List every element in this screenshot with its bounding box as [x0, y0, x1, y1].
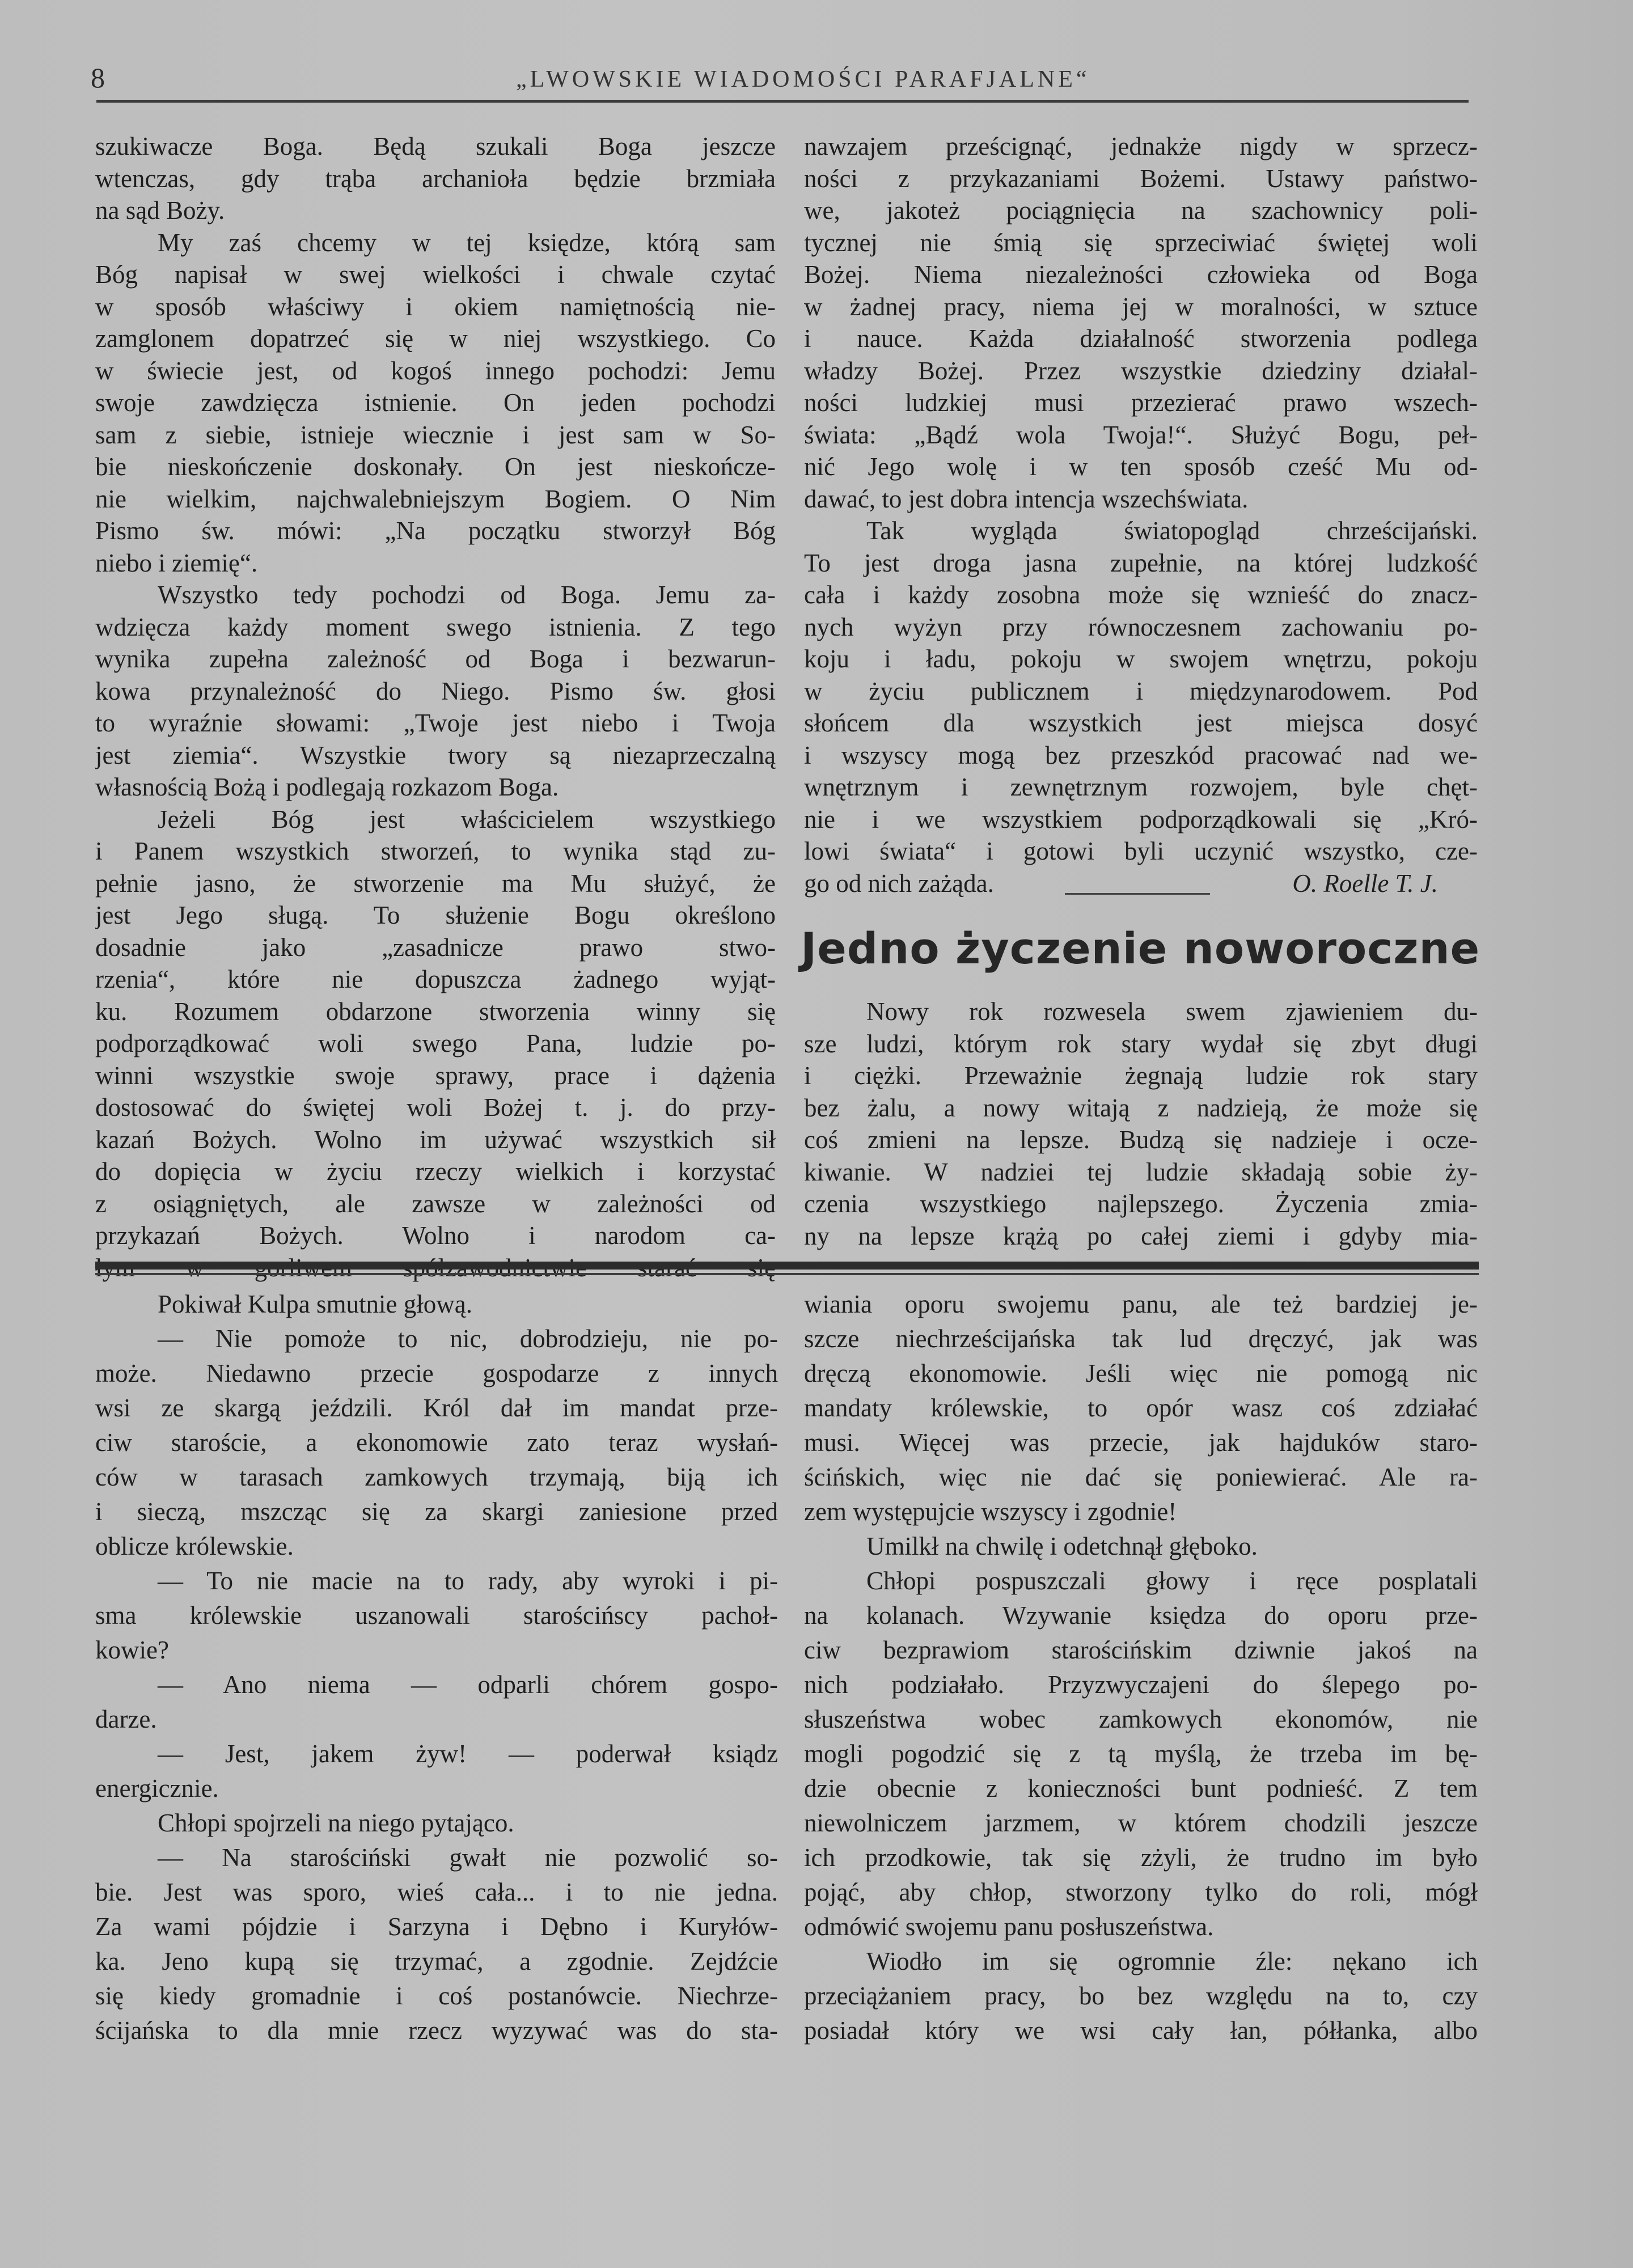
text-line: w świecie jest, od kogoś innego pochodzi: Jemu	[95, 356, 776, 385]
text-line: przeciążaniem pracy, bo bez względu na to, czy	[804, 1982, 1478, 2010]
text-line: zem występujcie wszyscy i zgodnie!	[804, 1497, 1177, 1526]
text-line: czenia wszystkiego najlepszego. Życzenia zmia-	[804, 1190, 1478, 1218]
article-separator-rule	[1065, 893, 1210, 895]
text-line: bie. Jest was sporo, wieś cała... i to nie jedna.	[95, 1878, 778, 1906]
text-line: nie i we wszystkiem podporządkowali się „Kró-	[804, 805, 1478, 833]
text-line: i ciężki. Przeważnie żegnają ludzie rok stary	[804, 1061, 1478, 1090]
text-line: i sieczą, mszcząc się za skargi zaniesione przed	[95, 1497, 778, 1526]
text-line: oblicze królewskie.	[95, 1532, 294, 1560]
article1-left-column	[95, 130, 776, 1284]
text-line: Chłopi pospuszczali głowy i ręce posplatali	[866, 1567, 1478, 1595]
text-line: władzy Bożej. Przez wszystkie dziedziny działal-	[804, 356, 1478, 385]
text-line: dawać, to jest dobra intencja wszechświata.	[804, 484, 1249, 513]
text-line: My zaś chcemy w tej księdze, którą sam	[158, 228, 776, 257]
text-line: wiania oporu swojemu panu, ale też bardziej je-	[804, 1290, 1478, 1318]
text-line: winni wszystkie swoje sprawy, prace i dążenia	[95, 1061, 776, 1090]
text-line: nie wielkim, najchwalebniejszym Bogiem. O Nim	[95, 484, 776, 513]
text-line: nych wyżyn przy równoczesnem zachowaniu po-	[804, 612, 1478, 641]
text-line: cała i każdy zosobna może się wznieść do znacz-	[804, 581, 1478, 609]
text-line: i Panem wszystkich stworzeń, to wynika stąd zu-	[95, 837, 776, 865]
text-line: jest Jego sługą. To służenie Bogu określono	[95, 901, 776, 929]
text-line: słońcem dla wszystkich jest miejsca dosyć	[804, 709, 1478, 737]
text-line: dosadnie jako „zasadnicze prawo stwo-	[95, 933, 776, 962]
serial-left-column	[95, 1287, 778, 2048]
text-line: własnością Bożą i podlegają rozkazom Boga.	[95, 773, 559, 801]
text-line: ciw bezprawiom starościńskim dziwnie jakoś na	[804, 1636, 1478, 1664]
text-line: Wszystko tedy pochodzi od Boga. Jemu za-	[158, 581, 776, 609]
text-line: wynika zupełna zależność od Boga i bezwarun-	[95, 645, 776, 673]
serial-right-column	[804, 1287, 1478, 2048]
text-line: może. Niedawno przecie gospodarze z innych	[95, 1359, 778, 1387]
text-line: coś zmieni na lepsze. Budzą się nadzieje i ocze-	[804, 1125, 1478, 1154]
text-line: do dopięcia w życiu rzeczy wielkich i korzystać	[95, 1157, 776, 1186]
text-line: szukiwacze Boga. Będą szukali Boga jeszcze	[95, 132, 776, 160]
text-line: — Na starościński gwałt nie pozwolić so-	[158, 1843, 778, 1872]
text-line: bie nieskończenie doskonały. On jest nieskończe-	[95, 452, 776, 481]
header-rule	[96, 100, 1469, 103]
text-line: ności z przykazaniami Bożemi. Ustawy państwo-	[804, 164, 1478, 193]
text-line: Bóg napisał w swej wielkości i chwale czytać	[95, 260, 776, 289]
text-line: sma królewskie uszanowali starościńscy pachoł-	[95, 1601, 778, 1630]
text-line: pełnie jasno, że stworzenie ma Mu służyć, że	[95, 869, 776, 898]
text-line: go od nich zażąda. O. Roelle T. J.	[804, 868, 1478, 900]
text-line: nich podziałało. Przyzwyczajeni do ślepego po-	[804, 1670, 1478, 1699]
text-line: w żadnej pracy, niema jej w moralności, w sztuce	[804, 292, 1478, 321]
text-line: mandaty królewskie, to opór wasz coś zdziałać	[804, 1394, 1478, 1422]
text-line: Bożej. Niema niezależności człowieka od Boga	[804, 260, 1478, 289]
text-line: Tak wygląda światopogląd chrześcijański.	[866, 517, 1478, 545]
text-line: nić Jego wolę i w ten sposób cześć Mu od-	[804, 452, 1478, 481]
text-line: z osiągniętych, ale zawsze w zależności od	[95, 1189, 776, 1218]
text-line: ności ludzkiej musi przezierać prawo wszech-	[804, 388, 1478, 417]
text-line: dręczą ekonomowie. Jeśli więc nie pomogą nic	[804, 1359, 1478, 1387]
text-line: Umilkł na chwilę i odetchnął głęboko.	[866, 1532, 1258, 1560]
page-header	[91, 57, 1474, 102]
text-line: kazań Bożych. Wolno im używać wszystkich sił	[95, 1125, 776, 1154]
text-line: ciw staroście, a ekonomowie zato teraz wysłań-	[95, 1428, 778, 1457]
article2-body	[804, 996, 1478, 1252]
text-line: sam z siebie, istnieje wiecznie i jest sam w So-	[95, 420, 776, 449]
text-line: ców w tarasach zamkowych trzymają, biją ich	[95, 1463, 778, 1491]
text-line: mogli pogodzić się z tą myślą, że trzeba im bę-	[804, 1740, 1478, 1768]
text-line: tycznej nie śmią się sprzeciwiać świętej woli	[804, 228, 1478, 257]
text-line: musi. Więcej was przecie, jak hajduków staro-	[804, 1428, 1478, 1457]
text-line: jest ziemia“. Wszystkie twory są niezaprzeczalną	[95, 741, 776, 769]
text-line: To jest droga jasna zupełnie, na której ludzkość	[804, 548, 1478, 577]
section-divider-thick	[95, 1262, 1479, 1270]
text-line: we, jakoteż pociągnięcia na szachownicy poli-	[804, 196, 1478, 225]
author-signature: O. Roelle T. J.	[1292, 869, 1438, 898]
text-line: na kolanach. Wzywanie księdza do oporu prze-	[804, 1601, 1478, 1630]
text-line: słuszeństwa wobec zamkowych ekonomów, nie	[804, 1705, 1478, 1733]
text-line: nawzajem prześcignąć, jednakże nigdy w sprzecz-	[804, 132, 1478, 160]
text-line: dostosować do świętej woli Bożej t. j. do przy-	[95, 1093, 776, 1122]
text-line: wdzięcza każdy moment swego istnienia. Z tego	[95, 612, 776, 641]
text-line: koju i ładu, pokoju w swojem wnętrzu, pokoju	[804, 645, 1478, 673]
text-line: ich przodkowie, tak się zżyli, że trudno im było	[804, 1843, 1478, 1872]
text-line: — To nie macie na to rady, aby wyroki i pi-	[158, 1567, 778, 1595]
text-line: Nowy rok rozwesela swem zjawieniem du-	[866, 997, 1478, 1026]
text-line: Wiodło im się ogromnie źle: nękano ich	[866, 1947, 1478, 1975]
text-line: lowi świata“ i gotowi byli uczynić wszystko, cze-	[804, 837, 1478, 865]
text-line: — Jest, jakem żyw! — poderwał ksiądz	[158, 1740, 778, 1768]
text-line: pojąć, aby chłop, stworzony tylko do roli, mógł	[804, 1878, 1478, 1906]
text-line: ścińskich, więc nie dać się poniewierać. Ale ra-	[804, 1463, 1478, 1491]
text-line: wtenczas, gdy trąba archanioła będzie brzmiała	[95, 164, 776, 193]
text-line: kowie?	[95, 1636, 169, 1664]
text-line: Pismo św. mówi: „Na początku stworzył Bóg	[95, 517, 776, 545]
text-line: ku. Rozumem obdarzone stworzenia winny się	[95, 997, 776, 1026]
text-line: sze ludzi, którym rok stary wydał się zbyt długi	[804, 1029, 1478, 1058]
text-line: wsi ze skargą jeździli. Król dał im mandat prze-	[95, 1394, 778, 1422]
text-line: rzenia“, które nie dopuszcza żadnego wyjąt-	[95, 965, 776, 993]
section-divider-thin	[95, 1273, 1479, 1275]
text-line: wnętrznym i zewnętrznym rozwojem, byle chęt-	[804, 773, 1478, 801]
text-line: Chłopi spojrzeli na niego pytająco.	[158, 1809, 514, 1837]
article2-title: Jedno życzenie noworoczne	[801, 923, 1480, 974]
text-line: kowa przynależność do Niego. Pismo św. głosi	[95, 676, 776, 705]
text-line: w życiu publicznem i międzynarodowem. Pod	[804, 676, 1478, 705]
article1-right-column	[804, 130, 1478, 899]
text-line: w sposób właściwy i okiem namiętnością nie-	[95, 292, 776, 321]
text-line: Pokiwał Kulpa smutnie głową.	[158, 1290, 472, 1318]
text-line: niewolniczem jarzmem, w którem chodzili jeszcze	[804, 1809, 1478, 1837]
text-line: przykazań Bożych. Wolno i narodom ca-	[95, 1221, 776, 1250]
text-line: darze.	[95, 1705, 157, 1733]
text-line: i nauce. Każda działalność stworzenia podlega	[804, 324, 1478, 353]
text-line: ny na lepsze krążą po całej ziemi i gdyby mia-	[804, 1221, 1478, 1250]
text-line: odmówić swojemu panu posłuszeństwa.	[804, 1912, 1214, 1941]
text-line: bez żalu, a nowy witają z nadzieją, że może się	[804, 1093, 1478, 1122]
text-line: Jeżeli Bóg jest właścicielem wszystkiego	[158, 805, 776, 833]
text-line: to wyraźnie słowami: „Twoje jest niebo i Twoja	[95, 709, 776, 737]
text-line: energicznie.	[95, 1774, 219, 1802]
text-line: na sąd Boży.	[95, 196, 225, 225]
text-line: ścijańska to dla mnie rzecz wyzywać was do sta-	[95, 2016, 778, 2045]
text-line: ka. Jeno kupą się trzymać, a zgodnie. Zejdźcie	[95, 1947, 778, 1975]
text-line: świata: „Bądź wola Twoja!“. Służyć Bogu, peł-	[804, 420, 1478, 449]
page-number: 8	[91, 62, 105, 94]
text-line: posiadał który we wsi cały łan, półłanka, albo	[804, 2016, 1478, 2045]
text-line: się kiedy gromadnie i coś postanówcie. Niechrze-	[95, 1982, 778, 2010]
text-line: dzie obecnie z konieczności bunt podnieść. Z tem	[804, 1774, 1478, 1802]
text-line: niebo i ziemię“.	[95, 548, 258, 577]
text-line: — Ano niema — odparli chórem gospo-	[158, 1670, 778, 1699]
text-line: kiwanie. W nadziei tej ludzie składają sobie ży-	[804, 1157, 1478, 1186]
text-line: zamglonem dopatrzeć się w niej wszystkiego. Co	[95, 324, 776, 353]
text-line: — Nie pomoże to nic, dobrodzieju, nie po-	[158, 1325, 778, 1353]
text-line: szcze niechrześcijańska tak lud dręczyć, jak was	[804, 1325, 1478, 1353]
text-line: swoje zawdzięcza istnienie. On jeden pochodzi	[95, 388, 776, 417]
running-title: „LWOWSKIE WIADOMOŚCI PARAFJALNE“	[516, 66, 1090, 92]
text-line: Za wami pójdzie i Sarzyna i Dębno i Kuryłów-	[95, 1912, 778, 1941]
text-line: podporządkować woli swego Pana, ludzie po-	[95, 1029, 776, 1057]
text-line: i wszyscy mogą bez przeszkód pracować nad we-	[804, 741, 1478, 769]
